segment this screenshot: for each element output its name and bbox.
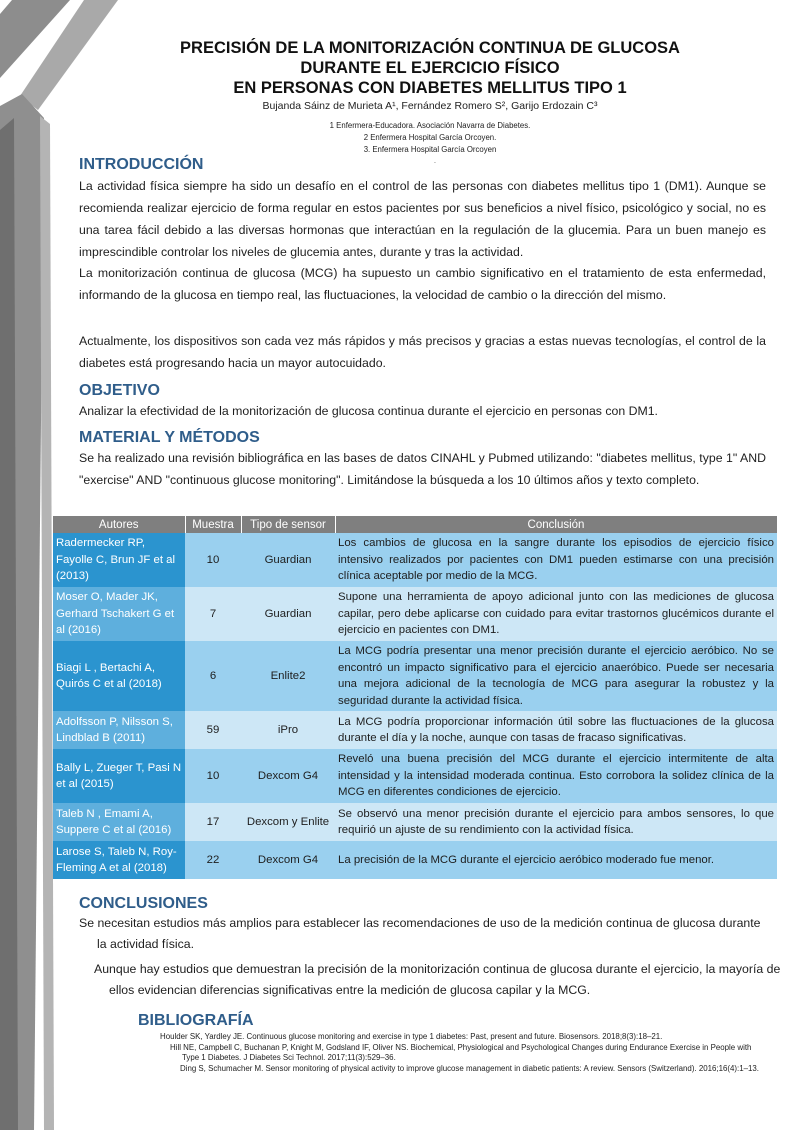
- cell-autores: Larose S, Taleb N, Roy-Fleming A et al (2018): [53, 841, 185, 879]
- table-row: [53, 711, 777, 749]
- cell-conclusion: Reveló una buena precisión del MCG durante el ejercicio intermitente de alta intensidad y la intensidad moderada continua. Esto corrobora la solidez clínica de la MCG en diferentes condiciones de ejercicio.: [335, 749, 777, 803]
- material-heading: MATERIAL Y MÉTODOS: [79, 429, 260, 446]
- header-muestra: Muestra: [185, 516, 241, 533]
- cell-muestra: 6: [185, 641, 241, 711]
- cell-muestra: 22: [185, 841, 241, 879]
- cell-autores: Biagi L , Bertachi A, Quirós C et al (2018): [53, 641, 185, 711]
- affiliation-1: 1 Enfermera-Educadora. Asociación Navarra de Diabetes.: [329, 121, 531, 130]
- title-line-2: DURANTE EL EJERCICIO FÍSICO: [300, 59, 560, 77]
- table-row: [53, 641, 777, 711]
- cell-conclusion: Se observó una menor precisión durante el ejercicio para ambos sensores, lo que requirió un ajuste de su rendimiento con la actividad física.: [335, 803, 777, 841]
- cell-autores: Radermecker RP, Fayolle C, Brun JF et al (2013): [53, 533, 185, 587]
- cell-muestra: 10: [185, 749, 241, 803]
- bibliografia-list: [160, 1032, 770, 1074]
- introduccion-p3: Actualmente, los dispositivos son cada vez más rápidos y más precisos y gracias a estas nuevas tecnologías, el control de la diabetes está progresando hacia un mayor autocuidado.: [79, 334, 766, 370]
- cell-muestra: 17: [185, 803, 241, 841]
- reference-1: Houlder SK, Yardley JE. Continuous glucose monitoring and exercise in type 1 diabetes: Past, present and future. Biosensors. 2018;8(3):18–21.: [160, 1032, 663, 1041]
- cell-sensor: Enlite2: [241, 641, 335, 711]
- cell-muestra: 59: [185, 711, 241, 749]
- affiliation-2: 2 Enfermera Hospital García Orcoyen.: [363, 133, 497, 142]
- objetivo-heading: OBJETIVO: [79, 382, 160, 399]
- results-table: [53, 516, 778, 879]
- authors: Bujanda Sáinz de Murieta A¹, Fernández Romero S², Garijo Erdozain C³: [262, 100, 598, 112]
- cell-sensor: Guardian: [241, 587, 335, 641]
- table-header-row: [53, 516, 777, 533]
- table-row: [53, 587, 777, 641]
- cell-conclusion: Supone una herramienta de apoyo adicional junto con las mediciones de glucosa capilar, pero debe aplicarse con cuidado para evitar trastornos glucémicos durante el ejercicio en pacientes con DM1.: [335, 587, 777, 641]
- table-row: [53, 749, 777, 803]
- header-autores: Autores: [53, 516, 185, 533]
- introduccion-p1: La actividad física siempre ha sido un desafío en el control de las personas con diabetes mellitus tipo 1 (DM1). Aunque se recomienda realizar ejercicio de forma regular en estos pacientes por sus beneficios a nivel físico, psicológico y social, no es una tarea fácil debido a las diversas hormonas que interactúan en la regulación de la glucemia. Para un buen manejo es imprescindible controlar los niveles de glucemia antes, durante y tras la actividad.: [79, 179, 766, 259]
- header-sensor: Tipo de sensor: [241, 516, 335, 533]
- header-conclusion: Conclusión: [335, 516, 777, 533]
- poster-title: [100, 38, 760, 98]
- bibliografia-heading: BIBLIOGRAFÍA: [138, 1012, 254, 1029]
- cell-autores: Moser O, Mader JK, Gerhard Tschakert G et al (2016): [53, 587, 185, 641]
- conclusiones-p2: Aunque hay estudios que demuestran la precisión de la monitorización continua de glucosa durante el ejercicio, la mayoría de ellos evidencian diferencias significativas entre la medición de glucosa capilar y la MCG.: [94, 962, 781, 997]
- cell-autores: Taleb N , Emami A, Suppere C et al (2016): [53, 803, 185, 841]
- reference-2: Hill NE, Campbell C, Buchanan P, Knight M, Godsland IF, Oliver NS. Biochemical, Physiological and Psychological Changes during Endurance Exercise in People with Type 1 Diabetes. J Diabetes Sci Technol. 2017;11(3):529–36.: [170, 1042, 752, 1063]
- cell-autores: Bally L, Zueger T, Pasi N et al (2015): [53, 749, 185, 803]
- cell-conclusion: La precisión de la MCG durante el ejercicio aeróbico moderado fue menor.: [335, 841, 777, 879]
- table-row: [53, 803, 777, 841]
- cell-conclusion: Los cambios de glucosa en la sangre durante los episodios de ejercicio físico intensivo realizados por pacientes con DM1 pueden estimarse con una precisión clínica aceptable por medio de la MCG.: [335, 533, 777, 587]
- title-line-1: PRECISIÓN DE LA MONITORIZACIÓN CONTINUA DE GLUCOSA: [180, 39, 680, 57]
- conclusiones-p1: Se necesitan estudios más amplios para establecer las recomendaciones de uso de la medición continua de glucosa durante la actividad física.: [79, 916, 761, 951]
- objetivo-text: Analizar la efectividad de la monitorización de glucosa continua durante el ejercicio en personas con DM1.: [79, 404, 658, 418]
- cell-muestra: 10: [185, 533, 241, 587]
- cell-sensor: Dexcom y Enlite: [241, 803, 335, 841]
- cell-muestra: 7: [185, 587, 241, 641]
- affiliation-3: 3. Enfermera Hospital García Orcoyen: [363, 145, 497, 154]
- introduccion-heading: INTRODUCCIÓN: [79, 156, 204, 173]
- cell-autores: Adolfsson P, Nilsson S, Lindblad B (2011): [53, 711, 185, 749]
- reference-3: Ding S, Schumacher M. Sensor monitoring of physical activity to improve glucose management in diabetic patients: A review. Sensors (Switzerland). 2016;16(4):1–13.: [180, 1063, 759, 1073]
- conclusiones-heading: CONCLUSIONES: [79, 895, 208, 912]
- decorative-dot: .: [434, 158, 436, 165]
- cell-sensor: Dexcom G4: [241, 841, 335, 879]
- title-line-3: EN PERSONAS CON DIABETES MELLITUS TIPO 1: [233, 79, 627, 97]
- cell-sensor: Dexcom G4: [241, 749, 335, 803]
- cell-conclusion: La MCG podría proporcionar información útil sobre las fluctuaciones de la glucosa durante el día y la noche, aunque con tasas de fracaso significativas.: [335, 711, 777, 749]
- material-text: Se ha realizado una revisión bibliográfica en las bases de datos CINAHL y Pubmed utilizando: "diabetes mellitus, type 1" AND "exercise" AND "continuous glucose monitoring". Limitándose la búsqueda a los 10 últimos años y texto completo.: [79, 451, 766, 487]
- cell-sensor: iPro: [241, 711, 335, 749]
- table-row: [53, 533, 777, 587]
- introduccion-p2: La monitorización continua de glucosa (MCG) ha supuesto un cambio significativo en el tratamiento de esta enfermedad, informando de la glucosa en tiempo real, las fluctuaciones, la velocidad de cambio o la dirección del mismo.: [79, 266, 766, 302]
- table-row: [53, 841, 777, 879]
- cell-conclusion: La MCG podría presentar una menor precisión durante el ejercicio aeróbico. No se encontró un impacto significativo para el ejercicio anaeróbico. Puede ser necesaria una mejora adicional de la tecnología de MCG para asegurar la robustez y la seguridad durante la actividad física.: [335, 641, 777, 711]
- cell-sensor: Guardian: [241, 533, 335, 587]
